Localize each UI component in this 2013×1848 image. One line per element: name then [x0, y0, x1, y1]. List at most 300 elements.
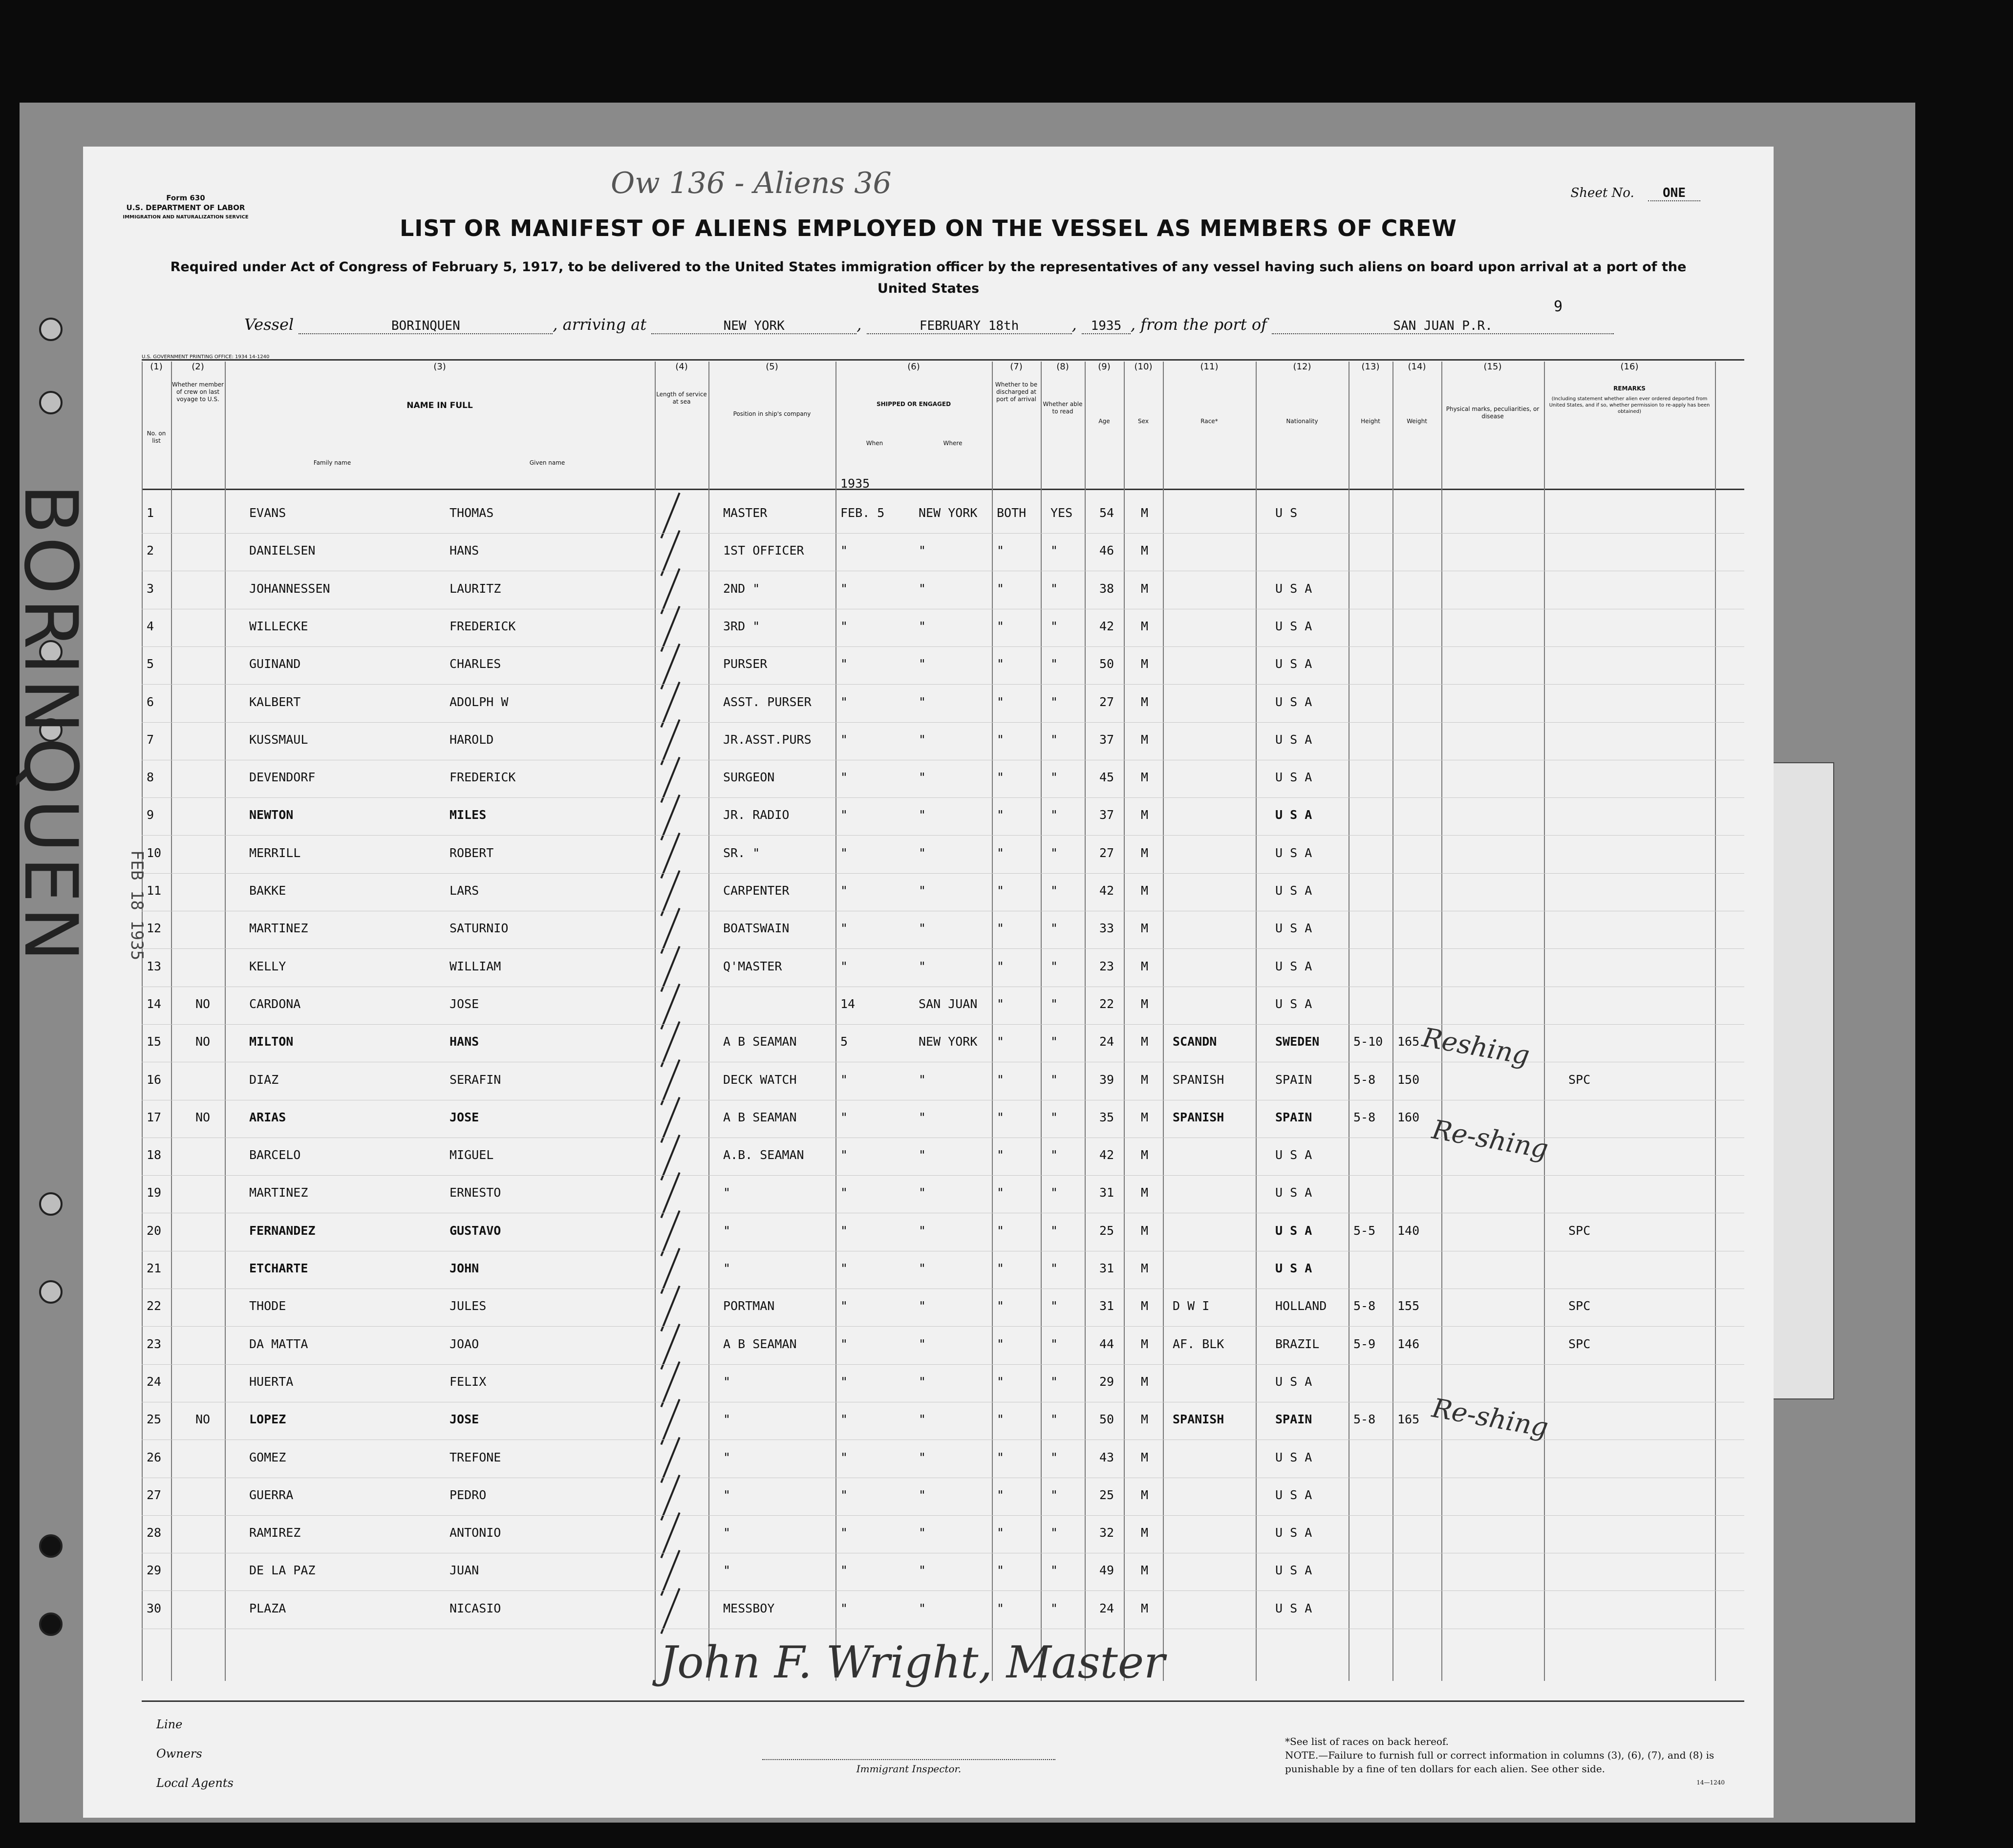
table-row: [142, 1251, 1744, 1289]
handwritten-remark: Re-shing: [1430, 1114, 1551, 1165]
cell-discharge: ": [997, 694, 1005, 709]
cell-position: 1ST OFFICER: [723, 543, 804, 558]
cell-read: YES: [1050, 506, 1073, 520]
cell-family: MARTINEZ: [249, 1185, 308, 1200]
col-header-where: Where: [943, 440, 963, 447]
cell-when: ": [840, 1563, 848, 1578]
cell-where: ": [919, 1148, 926, 1162]
binder-hole: [39, 1192, 63, 1216]
from-port: SAN JUAN P.R.: [1272, 319, 1614, 334]
year-annotation: 1935: [840, 476, 870, 491]
cell-no: 24: [147, 1374, 162, 1389]
service-tick-mark: [660, 1399, 680, 1445]
cell-race: SPANISH: [1173, 1412, 1224, 1427]
footnote: [1285, 1735, 1725, 1789]
col-num-12: (12): [1293, 362, 1311, 372]
cell-position: Q'MASTER: [723, 959, 782, 973]
table-row: [142, 1176, 1744, 1214]
col-header-discharge: Whether to be discharged at port of arrival: [995, 381, 1038, 403]
table-row: [142, 723, 1744, 761]
col-num-16: (16): [1620, 362, 1639, 372]
cell-discharge: ": [997, 581, 1005, 596]
cell-read: ": [1050, 1148, 1058, 1162]
cell-discharge: ": [997, 1563, 1005, 1578]
cell-read: ": [1050, 808, 1058, 822]
cell-where: ": [919, 1412, 926, 1427]
cell-remarks: SPC: [1568, 1072, 1591, 1087]
cell-no: 8: [147, 770, 154, 785]
cell-given: MIGUEL: [450, 1148, 494, 1162]
sheet-number-value: ONE: [1648, 186, 1700, 201]
cell-position: ": [723, 1487, 731, 1502]
col-num-8: (8): [1056, 362, 1069, 372]
cell-family: KELLY: [249, 959, 286, 973]
cell-position: DECK WATCH: [723, 1072, 797, 1087]
cell-position: ": [723, 1563, 731, 1578]
cell-where: ": [919, 770, 926, 785]
cell-where: ": [919, 1487, 926, 1502]
cell-family: DE LA PAZ: [249, 1563, 316, 1578]
cell-race: AF. BLK: [1173, 1336, 1224, 1351]
table-row: [142, 874, 1744, 912]
cell-discharge: ": [997, 808, 1005, 822]
table-row: [142, 760, 1744, 798]
cell-no: 22: [147, 1299, 162, 1313]
footnote-note: NOTE.—Failure to furnish full or correct information in columns (3), (6), (7), and (8) is punishable by a fine of ten dollars for each alien. See other side.: [1285, 1749, 1714, 1775]
col-num-6: (6): [907, 362, 920, 372]
binder-hole: [39, 1534, 63, 1558]
cell-position: ": [723, 1374, 731, 1389]
service-tick-mark: [660, 681, 680, 727]
cell-age: 44: [1099, 1336, 1114, 1351]
cell-height: 5-9: [1353, 1336, 1376, 1351]
cell-when: ": [840, 1450, 848, 1464]
footnote-races: *See list of races on back hereof.: [1285, 1736, 1449, 1747]
service-tick-mark: [660, 1550, 680, 1596]
table-row: [142, 1478, 1744, 1516]
col-header-shipped: SHIPPED OR ENGAGED: [876, 401, 951, 408]
cell-age: 27: [1099, 845, 1114, 860]
table-row: [142, 911, 1744, 949]
cell-read: ": [1050, 1034, 1058, 1049]
cell-read: ": [1050, 770, 1058, 785]
cell-position: ": [723, 1450, 731, 1464]
cell-sex: M: [1141, 1563, 1149, 1578]
col-header-weight: Weight: [1407, 418, 1427, 425]
table-row: [142, 1365, 1744, 1403]
cell-height: 5-10: [1353, 1034, 1383, 1049]
cell-sex: M: [1141, 959, 1149, 973]
cell-read: ": [1050, 1450, 1058, 1464]
footnote-code: 14—1240: [1696, 1779, 1725, 1786]
cell-family: ETCHARTE: [249, 1261, 308, 1275]
cell-read: ": [1050, 959, 1058, 973]
cell-age: 37: [1099, 732, 1114, 747]
cell-nationality: U S A: [1275, 1185, 1312, 1200]
cell-read: ": [1050, 1526, 1058, 1540]
cell-given: HAROLD: [450, 732, 494, 747]
cell-read: ": [1050, 1185, 1058, 1200]
binder-hole: [39, 318, 63, 341]
col-header-physical: Physical marks, peculiarities, or disease: [1446, 406, 1540, 420]
footer-owners-label: Owners: [156, 1747, 202, 1761]
table-row: [142, 1063, 1744, 1101]
cell-given: JUAN: [450, 1563, 479, 1578]
cell-discharge: ": [997, 619, 1005, 633]
inspector-signature-line: Immigrant Inspector.: [762, 1759, 1055, 1775]
cell-where: ": [919, 921, 926, 936]
cell-when: ": [840, 1526, 848, 1540]
cell-family: MARTINEZ: [249, 921, 308, 936]
col-header-age: Age: [1098, 418, 1110, 425]
cell-race: SPANISH: [1173, 1072, 1224, 1087]
printer-line: U.S. GOVERNMENT PRINTING OFFICE: 1934 14-1240: [142, 354, 270, 360]
table-row: [142, 836, 1744, 874]
cell-nationality: SWEDEN: [1275, 1034, 1320, 1049]
cell-position: PURSER: [723, 657, 768, 671]
cell-where: ": [919, 1450, 926, 1464]
cell-age: 49: [1099, 1563, 1114, 1578]
cell-family: LOPEZ: [249, 1412, 286, 1427]
cell-when: ": [840, 732, 848, 747]
cell-given: JOHN: [450, 1261, 479, 1275]
cell-when: ": [840, 1299, 848, 1313]
col-num-13: (13): [1361, 362, 1380, 372]
cell-age: 37: [1099, 808, 1114, 822]
arrival-date: FEBRUARY 18th: [867, 319, 1072, 334]
cell-nationality: U S A: [1275, 883, 1312, 898]
cell-when: ": [840, 581, 848, 596]
cell-where: ": [919, 1072, 926, 1087]
cell-given: SERAFIN: [450, 1072, 501, 1087]
service-tick-mark: [660, 530, 680, 576]
cell-discharge: ": [997, 1223, 1005, 1238]
cell-where: NEW YORK: [919, 506, 978, 520]
cell-given: THOMAS: [450, 506, 494, 520]
cell-race: SPANISH: [1173, 1110, 1224, 1124]
cell-prev: NO: [195, 996, 211, 1011]
table-row: [142, 609, 1744, 647]
cell-given: ROBERT: [450, 845, 494, 860]
cell-position: A B SEAMAN: [723, 1110, 797, 1124]
col-num-10: (10): [1134, 362, 1153, 372]
cell-prev: NO: [195, 1034, 211, 1049]
cell-age: 45: [1099, 770, 1114, 785]
binder-hole: [39, 391, 63, 414]
cell-nationality: U S A: [1275, 959, 1312, 973]
cell-position: ": [723, 1526, 731, 1540]
cell-discharge: ": [997, 1110, 1005, 1124]
cell-given: FELIX: [450, 1374, 487, 1389]
sheet-number-label: Sheet No.: [1570, 186, 1634, 200]
form-number: Form 630: [166, 193, 205, 202]
service-tick-mark: [660, 1286, 680, 1332]
col-header-no: No. on list: [147, 430, 166, 444]
cell-position: PORTMAN: [723, 1299, 775, 1313]
cell-age: 42: [1099, 619, 1114, 633]
cell-nationality: U S A: [1275, 1374, 1312, 1389]
cell-sex: M: [1141, 619, 1149, 633]
cell-discharge: ": [997, 1261, 1005, 1275]
cell-discharge: ": [997, 1148, 1005, 1162]
cell-no: 15: [147, 1034, 162, 1049]
col-header-race: Race*: [1200, 418, 1218, 425]
service-tick-mark: [660, 1588, 680, 1634]
handwritten-note: Ow 136 - Aliens 36: [611, 166, 892, 200]
service-tick-mark: [660, 1059, 680, 1105]
cell-no: 30: [147, 1601, 162, 1615]
cell-discharge: ": [997, 996, 1005, 1011]
cell-no: 13: [147, 959, 162, 973]
cell-age: 38: [1099, 581, 1114, 596]
cell-when: ": [840, 1336, 848, 1351]
cell-no: 10: [147, 845, 162, 860]
cell-where: ": [919, 1526, 926, 1540]
table-row: [142, 685, 1744, 723]
cell-weight: 140: [1397, 1223, 1420, 1238]
cell-age: 29: [1099, 1374, 1114, 1389]
cell-age: 42: [1099, 1148, 1114, 1162]
cell-position: A B SEAMAN: [723, 1034, 797, 1049]
cell-sex: M: [1141, 581, 1149, 596]
cell-nationality: U S A: [1275, 657, 1312, 671]
cell-nationality: U S A: [1275, 996, 1312, 1011]
cell-age: 35: [1099, 1110, 1114, 1124]
cell-nationality: U S A: [1275, 1563, 1312, 1578]
arrival-year: 1935: [1082, 319, 1131, 334]
cell-race: SCANDN: [1173, 1034, 1217, 1049]
cell-remarks: SPC: [1568, 1223, 1591, 1238]
cell-when: ": [840, 1110, 848, 1124]
cell-where: ": [919, 959, 926, 973]
table-row: [142, 647, 1744, 685]
cell-read: ": [1050, 1110, 1058, 1124]
cell-family: FERNANDEZ: [249, 1223, 316, 1238]
cell-given: ERNESTO: [450, 1185, 501, 1200]
cell-age: 32: [1099, 1526, 1114, 1540]
cell-remarks: SPC: [1568, 1299, 1591, 1313]
from-label: , from the port of: [1130, 315, 1267, 334]
cell-given: LARS: [450, 883, 479, 898]
cell-given: MILES: [450, 808, 487, 822]
cell-where: SAN JUAN: [919, 996, 978, 1011]
cell-when: ": [840, 694, 848, 709]
cell-given: JOSE: [450, 996, 479, 1011]
cell-family: DIAZ: [249, 1072, 279, 1087]
cell-family: PLAZA: [249, 1601, 286, 1615]
cell-read: ": [1050, 1374, 1058, 1389]
cell-given: LAURITZ: [450, 581, 501, 596]
manifest-sheet: [83, 147, 1774, 1818]
cell-sex: M: [1141, 845, 1149, 860]
cell-where: ": [919, 1563, 926, 1578]
cell-position: ": [723, 1223, 731, 1238]
cell-discharge: ": [997, 959, 1005, 973]
cell-position: ": [723, 1185, 731, 1200]
cell-where: ": [919, 1223, 926, 1238]
cell-read: ": [1050, 1563, 1058, 1578]
cell-position: ": [723, 1412, 731, 1427]
cell-no: 14: [147, 996, 162, 1011]
cell-position: SR. ": [723, 845, 760, 860]
cell-family: RAMIREZ: [249, 1526, 301, 1540]
cell-discharge: ": [997, 883, 1005, 898]
cell-given: HANS: [450, 1034, 479, 1049]
cell-nationality: U S A: [1275, 808, 1312, 822]
cell-nationality: U S A: [1275, 1526, 1312, 1540]
cell-read: ": [1050, 1412, 1058, 1427]
cell-no: 12: [147, 921, 162, 936]
cell-weight: 165: [1397, 1412, 1420, 1427]
cell-where: ": [919, 1374, 926, 1389]
cell-age: 31: [1099, 1261, 1114, 1275]
cell-family: CARDONA: [249, 996, 301, 1011]
cell-sex: M: [1141, 1450, 1149, 1464]
cell-age: 33: [1099, 921, 1114, 936]
cell-weight: 155: [1397, 1299, 1420, 1313]
table-row: [142, 949, 1744, 988]
cell-family: MERRILL: [249, 845, 301, 860]
cell-discharge: ": [997, 1185, 1005, 1200]
cell-when: ": [840, 959, 848, 973]
cell-sex: M: [1141, 1374, 1149, 1389]
cell-family: EVANS: [249, 506, 286, 520]
cell-when: 5: [840, 1034, 848, 1049]
cell-no: 27: [147, 1487, 162, 1502]
cell-when: ": [840, 1412, 848, 1427]
cell-read: ": [1050, 619, 1058, 633]
cell-age: 24: [1099, 1601, 1114, 1615]
cell-family: GOMEZ: [249, 1450, 286, 1464]
cell-when: ": [840, 543, 848, 558]
col-header-nationality: Nationality: [1286, 418, 1318, 425]
master-signature: John F. Wright, Master: [660, 1637, 1165, 1688]
cell-nationality: U S A: [1275, 694, 1312, 709]
vessel-line: Vessel BORINQUEN , arriving at NEW YORK , FEBRUARY 18th , 1935 , from the port of SAN JUAN P.R.: [244, 315, 1614, 334]
cell-no: 18: [147, 1148, 162, 1162]
cell-sex: M: [1141, 543, 1149, 558]
cell-when: ": [840, 883, 848, 898]
cell-where: ": [919, 808, 926, 822]
cell-age: 31: [1099, 1299, 1114, 1313]
cell-family: KALBERT: [249, 694, 301, 709]
cell-weight: 160: [1397, 1110, 1420, 1124]
cell-family: KUSSMAUL: [249, 732, 308, 747]
cell-prev: NO: [195, 1412, 211, 1427]
cell-discharge: ": [997, 1072, 1005, 1087]
table-row: [142, 534, 1744, 572]
cell-weight: 150: [1397, 1072, 1420, 1087]
cell-family: GUERRA: [249, 1487, 294, 1502]
cell-where: ": [919, 619, 926, 633]
col-header-remarks-note: (Including statement whether alien ever ordered deported from United States, and if so, whether permission to re-apply has been obtained): [1549, 396, 1710, 414]
cell-nationality: U S: [1275, 506, 1298, 520]
cell-discharge: ": [997, 1526, 1005, 1540]
col-header-height: Height: [1361, 418, 1380, 425]
cell-position: MASTER: [723, 506, 768, 520]
cell-when: ": [840, 845, 848, 860]
cell-sex: M: [1141, 808, 1149, 822]
service-tick-mark: [660, 908, 680, 954]
header-rule-bottom: [142, 489, 1744, 490]
cell-sex: M: [1141, 1185, 1149, 1200]
col-header-prev-voyage: Whether member of crew on last voyage to U.S.: [172, 381, 224, 403]
cell-sex: M: [1141, 770, 1149, 785]
cell-where: ": [919, 694, 926, 709]
cell-family: THODE: [249, 1299, 286, 1313]
col-num-9: (9): [1098, 362, 1111, 372]
col-header-position: Position in ship's company: [733, 410, 811, 417]
cell-discharge: ": [997, 921, 1005, 936]
sheet-number: [1571, 186, 1701, 200]
side-date-stamp: FEB 18 1935: [127, 850, 147, 961]
table-rule-bottom: [142, 1700, 1744, 1702]
cell-age: 42: [1099, 883, 1114, 898]
header-rule-top: [142, 359, 1744, 361]
cell-when: ": [840, 770, 848, 785]
table-row: [142, 1289, 1744, 1327]
cell-given: JOSE: [450, 1412, 479, 1427]
handwritten-remark: Re-shing: [1430, 1392, 1551, 1443]
cell-sex: M: [1141, 921, 1149, 936]
page-subtitle: Required under Act of Congress of February 5, 1917, to be delivered to the United States immigration officer by the representatives of any vessel having such aliens on board upon arrival at a port of the United States: [170, 259, 1687, 296]
cell-family: MILTON: [249, 1034, 294, 1049]
service-tick-mark: [660, 1172, 680, 1218]
col-num-4: (4): [675, 362, 688, 372]
binder-hole: [39, 1612, 63, 1636]
cell-age: 46: [1099, 543, 1114, 558]
cell-position: SURGEON: [723, 770, 775, 785]
table-row: [142, 496, 1744, 534]
cell-position: MESSBOY: [723, 1601, 775, 1615]
cell-given: JULES: [450, 1299, 487, 1313]
cell-no: 6: [147, 694, 154, 709]
cell-when: ": [840, 1374, 848, 1389]
cell-read: ": [1050, 543, 1058, 558]
cell-family: DA MATTA: [249, 1336, 308, 1351]
cell-family: BAKKE: [249, 883, 286, 898]
cell-height: 5-8: [1353, 1412, 1376, 1427]
cell-discharge: ": [997, 1412, 1005, 1427]
cell-age: 50: [1099, 657, 1114, 671]
cell-given: TREFONE: [450, 1450, 501, 1464]
cell-when: ": [840, 657, 848, 671]
cell-given: PEDRO: [450, 1487, 487, 1502]
margin-mark: 9: [1554, 298, 1563, 315]
col-header-service: Length of service at sea: [656, 391, 707, 405]
cell-family: DANIELSEN: [249, 543, 316, 558]
cell-no: 11: [147, 883, 162, 898]
cell-discharge: ": [997, 770, 1005, 785]
adjacent-sheet-edge: [1769, 762, 1834, 1399]
cell-no: 28: [147, 1526, 162, 1540]
footer-line-label: Line: [156, 1718, 183, 1731]
col-header-sex: Sex: [1138, 418, 1149, 425]
cell-sex: M: [1141, 1601, 1149, 1615]
cell-nationality: U S A: [1275, 770, 1312, 785]
cell-sex: M: [1141, 694, 1149, 709]
vessel-label: Vessel: [244, 315, 294, 334]
cell-read: ": [1050, 1299, 1058, 1313]
cell-age: 31: [1099, 1185, 1114, 1200]
col-num-3: (3): [433, 362, 446, 372]
cell-nationality: HOLLAND: [1275, 1299, 1327, 1313]
cell-nationality: U S A: [1275, 1223, 1312, 1238]
col-header-given-name: Given name: [529, 459, 565, 466]
cell-discharge: ": [997, 1450, 1005, 1464]
cell-read: ": [1050, 581, 1058, 596]
cell-no: 29: [147, 1563, 162, 1578]
